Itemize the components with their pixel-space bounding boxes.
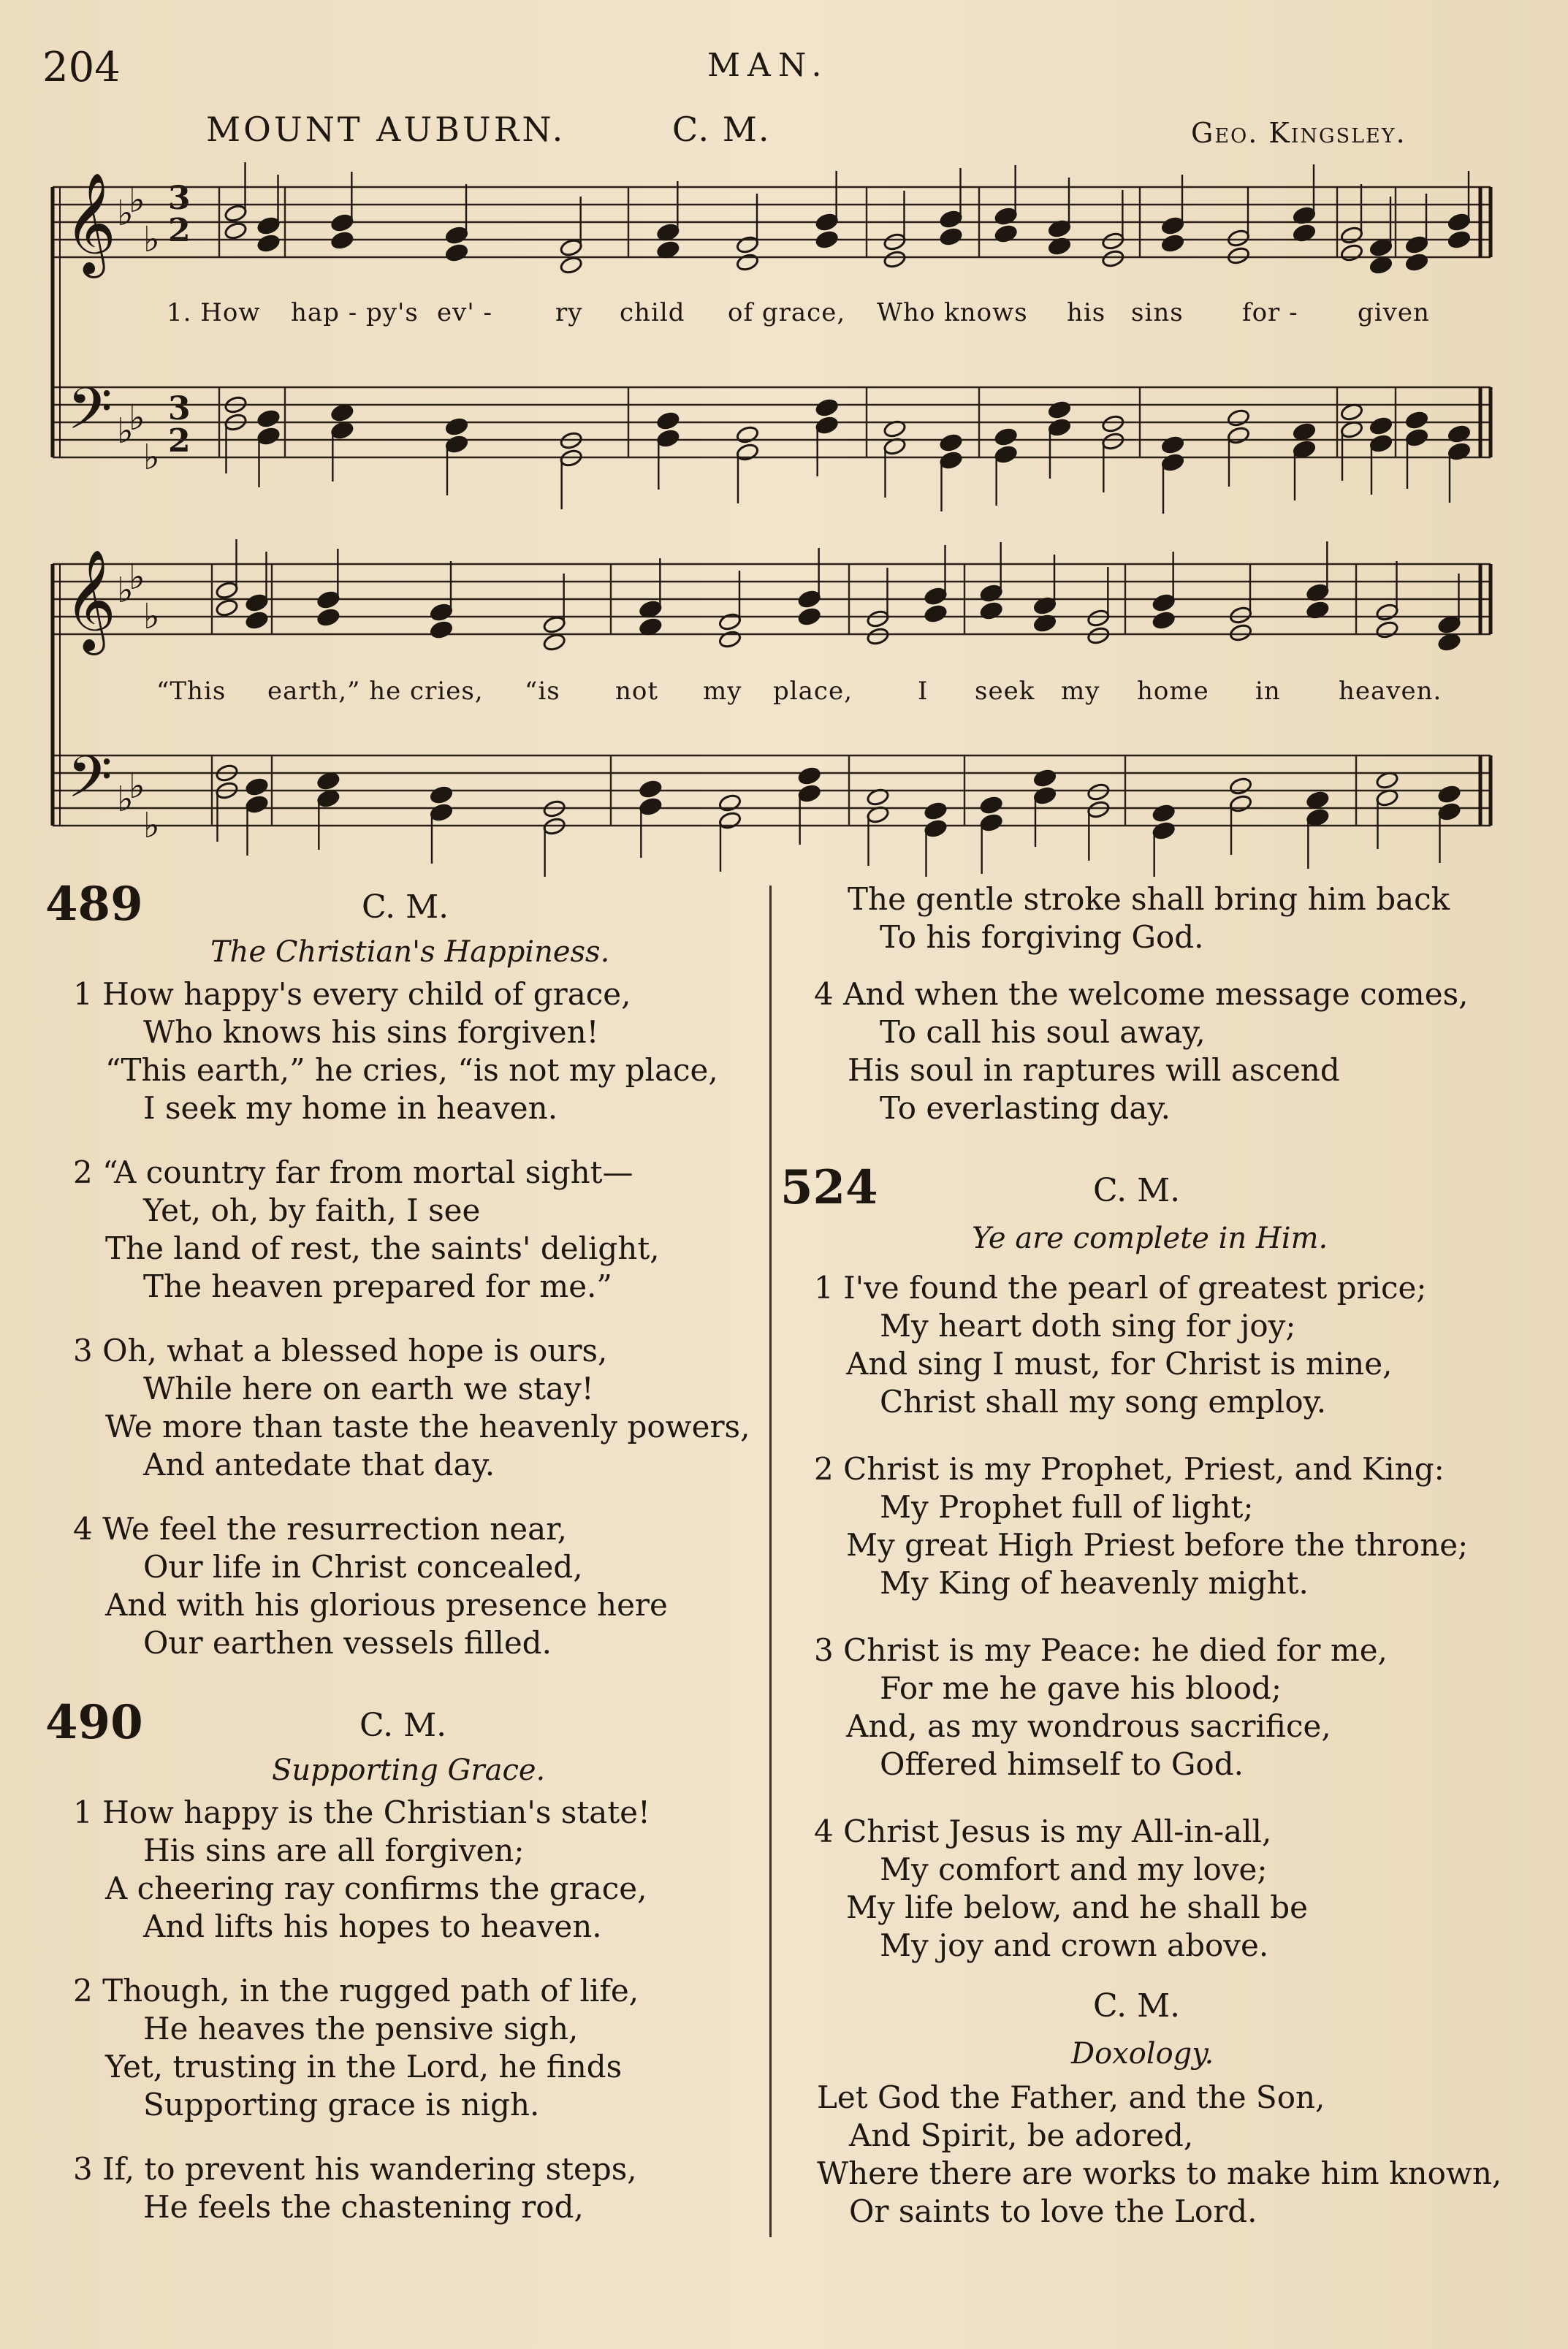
system-2-bass-note [430,803,453,822]
system-2-treble-note [1229,606,1252,625]
hymn-line: He heaves the pensive sigh, [143,2011,579,2047]
system-1-bass-note [445,417,468,436]
hymn-line: His sins are all forgiven; [143,1832,525,1868]
system-1-bass-note [656,429,680,448]
tune-name: MOUNT AUBURN. [206,110,566,149]
system-2-bass-note [316,772,340,791]
hymn-line: We more than taste the heavenly powers, [105,1409,750,1444]
system-1-bass-note [445,435,468,454]
system-1-bass-note [736,443,759,462]
system-1-treble-note [1101,232,1124,251]
system-1-treble-note [994,224,1017,243]
page-number: 204 [42,44,121,91]
system-1-flat-icon: ♭ [117,411,134,452]
system-1-treble-note [1340,226,1363,245]
hymn-line: A cheering ray confirms the grace, [105,1870,647,1906]
system-2-treble-note [1086,609,1110,628]
system-1-bass-note [256,409,280,428]
system-1-bass-clef-icon: 𝄢 [67,375,113,457]
system-1-treble-note [1447,213,1471,232]
system-2-bass-note [316,789,340,808]
system-1-bass-note [1227,426,1250,445]
system-2-bass-clef-icon: 𝄢 [67,743,113,825]
system-2-treble-note [718,630,742,649]
system-2-treble-note [1437,615,1461,634]
system-1-treble-note [256,234,280,253]
hymn-line: And, as my wondrous sacrifice, [846,1708,1331,1744]
doxology-line: And Spirit, be adored, [849,2117,1194,2153]
system-1-treble-note [815,213,838,232]
system-1-treble-note [1227,246,1250,265]
hymn-meter-524: C. M. [1093,1172,1181,1209]
system-2-treble-note [1152,593,1175,612]
hymn-number-524: 524 [780,1160,878,1215]
system-1-flat-icon: ♭ [129,397,145,438]
time-signature-treble-bottom: 2 [168,212,191,249]
lyric-word: for - [1242,298,1298,327]
system-1-bass-note [1405,428,1428,447]
lyric-word: ry [555,298,583,327]
hymn-line: 2 Christ is my Prophet, Priest, and King: [814,1451,1445,1487]
system-1-treble-note [1447,230,1471,249]
doxology-meter: C. M. [1093,1987,1181,2025]
hymn-line: The heaven prepared for me.” [143,1268,612,1304]
hymn-line: The land of rest, the saints' delight, [105,1230,660,1266]
system-2-treble-clef-icon: 𝄞 [64,549,116,651]
hymn-line: Supporting grace is nigh. [143,2087,540,2123]
hymn-line: My heart doth sing for joy; [880,1308,1296,1344]
system-2-flat-icon: ♭ [143,805,160,846]
system-1-bass-note [1048,400,1071,419]
hymn-line: 1 I've found the pearl of greatest price; [814,1270,1427,1306]
system-1-treble-note [736,235,759,254]
system-1-bass-note [1293,440,1316,459]
hymn-line: 3 If, to prevent his wandering steps, [73,2151,637,2187]
system-1-treble-note [883,232,906,251]
system-2-treble-note [215,598,238,617]
system-2-treble-note [1437,633,1461,652]
system-1-bass-note [1447,425,1471,443]
system-1-flat-icon: ♭ [129,180,145,221]
system-2-bass-note [1229,794,1252,813]
system-1-treble-note [559,256,582,275]
system-2-treble-note [245,593,268,612]
system-2-bass-note [718,811,742,830]
system-2-bass-note [1086,800,1110,819]
system-2-treble-note [924,587,947,606]
system-2-bass-note [639,797,662,816]
system-1-treble-note [330,231,354,250]
lyric-word: my [703,677,742,706]
lyric-word: 1. How [167,298,261,327]
hymn-number-489: 489 [45,877,143,932]
system-2-treble-note [1229,623,1252,642]
hymn-line: Who knows his sins forgiven! [143,1014,599,1050]
time-signature-bass-top: 3 [168,390,191,427]
system-2-treble-note [1086,626,1110,645]
lyric-word: of grace, [728,298,846,327]
system-1-treble-note [1369,238,1393,257]
doxology-line: Or saints to love the Lord. [849,2193,1257,2229]
lyric-word: Who knows [877,298,1028,327]
system-1-treble-note [1405,235,1428,254]
time-signature-treble-top: 3 [168,180,191,217]
system-1-treble-note [994,207,1017,226]
system-1-bass-note [656,411,680,430]
system-2-treble-note [924,604,947,623]
system-1-bass-note [1101,414,1124,433]
system-2-bass-note [1152,804,1175,823]
lyric-word: in [1255,677,1281,706]
lyric-word: seek [975,677,1035,706]
system-1-flat-icon: ♭ [143,437,160,478]
system-2-bass-note [430,785,453,804]
hymn-line: My joy and crown above. [880,1927,1269,1963]
system-1-treble-note [224,204,247,223]
system-1-treble-note [883,250,906,269]
system-2-treble-note [866,609,889,628]
system-1-treble-note [224,221,247,240]
system-1-treble-note [1161,234,1184,253]
running-head: MAN. [707,47,829,84]
lyric-word: sins [1131,298,1184,327]
hymn-line: Our life in Christ concealed, [143,1549,583,1585]
hymn-line: While here on earth we stay! [143,1371,594,1406]
system-1-bass-note [939,451,962,470]
system-2-treble-note [866,627,889,646]
hymn-line: His soul in raptures will ascend [848,1052,1340,1088]
system-1-treble-clef-icon: 𝄞 [64,172,116,274]
hymn-line: And lifts his hopes to heaven. [143,1908,602,1944]
hymn-line: 3 Oh, what a blessed hope is ours, [73,1333,608,1368]
system-2-bass-note [718,793,742,812]
system-1-treble-note [939,227,962,246]
hymn-line: 4 Christ Jesus is my All-in-all, [814,1813,1272,1849]
hymn-line: My great High Priest before the throne; [846,1527,1469,1563]
system-1-bass-note [1369,416,1393,435]
system-2-bass-note [979,796,1002,815]
tune-meter: C. M. [672,110,771,149]
lyric-word: “is [525,677,560,706]
system-1-treble-note [1227,229,1250,248]
system-2-bass-note [797,766,821,785]
hymn-line: 4 And when the welcome message comes, [814,976,1469,1012]
system-2-treble-note [718,612,742,631]
hymn-line: And with his glorious presence here [105,1587,668,1623]
system-1-bass-note [1227,408,1250,427]
doxology-line: Let God the Father, and the Son, [817,2079,1325,2115]
hymn-title-489: The Christian's Happiness. [210,935,610,969]
system-1-bass-note [256,427,280,446]
system-2-bass-note [639,780,662,799]
system-1-bass-note [1048,418,1071,437]
system-2-bass-note [1086,783,1110,802]
system-2-treble-note [979,584,1002,603]
system-1-treble-note [256,216,280,235]
hymn-line: And antedate that day. [143,1447,495,1482]
doxology-line: Where there are works to make him known, [817,2155,1502,2191]
hymn-line: I seek my home in heaven. [143,1090,558,1126]
system-1-treble-note [939,210,962,229]
lyric-word: his [1067,298,1106,327]
system-1-bass-note [1293,422,1316,441]
lyric-word: child [620,298,685,327]
hymn-line: Christ shall my song employ. [880,1384,1327,1420]
hymn-line: Our earthen vessels filled. [143,1625,552,1661]
system-2-treble-note [316,608,340,627]
hymn-line: And sing I must, for Christ is mine, [846,1346,1393,1382]
system-1-treble-note [559,238,582,257]
system-2-bass-note [1152,821,1175,840]
lyric-word: my [1061,677,1100,706]
system-2-treble-note [430,603,453,622]
system-1-treble-note [1101,249,1124,268]
system-2-bass-note [245,777,268,796]
system-1-flat-icon: ♭ [117,193,134,234]
system-1-treble-note [1161,216,1184,235]
music-score [0,0,1568,877]
hymn-line: For me he gave his blood; [880,1670,1282,1706]
hymn-line: Offered himself to God. [880,1746,1244,1782]
lyric-word: earth,” he cries, [267,677,484,706]
hymn-line: To call his soul away, [880,1014,1206,1050]
lyric-word: home [1137,677,1209,706]
system-1-bass-note [1101,432,1124,451]
system-1-bass-note [994,445,1017,464]
system-2-treble-note [797,590,821,609]
system-1-bass-note [1405,411,1428,430]
system-2-bass-note [1306,791,1329,810]
system-2-treble-note [316,590,340,609]
system-1-bass-note [1447,442,1471,461]
system-2-bass-note [1437,785,1461,804]
system-2-bass-note [924,802,947,821]
system-1-bass-note [994,427,1017,446]
hymn-number-490: 490 [45,1695,143,1750]
hymn-line: Yet, trusting in the Lord, he finds [105,2049,623,2085]
hymn-line: My life below, and he shall be [846,1889,1309,1925]
hymn-line: Yet, oh, by faith, I see [143,1192,481,1228]
system-1-bass-note [939,433,962,452]
system-1-bass-note [815,398,838,417]
system-2-treble-note [245,611,268,630]
system-2-flat-icon: ♭ [117,570,134,611]
hymn-line: 1 How happy is the Christian's state! [73,1794,650,1830]
system-2-flat-icon: ♭ [129,766,145,807]
system-2-bass-note [797,784,821,803]
column-divider [769,886,772,2237]
system-1-bass-note [1161,435,1184,454]
lyric-word: I [918,677,929,706]
system-2-flat-icon: ♭ [143,596,160,637]
hymn-line: To everlasting day. [880,1090,1171,1126]
system-2-bass-note [1033,786,1057,805]
hymn-line: To his forgiving God. [880,919,1204,955]
hymn-line: 2 “A country far from mortal sight— [73,1154,633,1190]
hymn-line: The gentle stroke shall bring him back [848,881,1450,917]
system-1-bass-note [1369,434,1393,453]
hymn-meter-489: C. M. [362,888,449,926]
system-2-bass-note [1033,769,1057,788]
hymn-line: 4 We feel the resurrection near, [73,1511,568,1547]
system-1-bass-note [330,421,354,440]
system-2-bass-note [1229,777,1252,796]
system-2-treble-note [797,607,821,626]
system-2-treble-note [542,615,566,634]
system-1-treble-note [1405,253,1428,272]
system-1-bass-note [815,416,838,435]
system-1-bass-note [330,403,354,422]
system-2-treble-note [979,601,1002,620]
system-2-flat-icon: ♭ [129,557,145,598]
hymn-line: 2 Though, in the rugged path of life, [73,1973,639,2009]
hymn-line: He feels the chastening rod, [143,2189,584,2225]
hymn-meter-490: C. M. [359,1707,447,1744]
system-1-treble-note [445,243,468,262]
hymn-line: My Prophet full of light; [880,1489,1254,1525]
system-2-bass-note [245,795,268,814]
system-1-treble-note [445,226,468,245]
hymn-line: “This earth,” he cries, “is not my place, [105,1052,718,1088]
hymn-line: 3 Christ is my Peace: he died for me, [814,1632,1388,1668]
hymn-line: My comfort and my love; [880,1851,1268,1887]
system-2-treble-note [430,620,453,639]
lyric-word: “This [156,677,227,706]
system-2-treble-note [1375,620,1398,639]
system-2-treble-note [1375,603,1398,622]
hymn-line: My King of heavenly might. [880,1565,1309,1601]
lyric-word: not [615,677,659,706]
system-1-bass-note [1161,453,1184,472]
hymn-title-524: Ye are complete in Him. [972,1222,1328,1255]
doxology-title: Doxology. [1071,2037,1214,2071]
system-2-bass-note [1437,802,1461,821]
system-2-treble-note [215,581,238,600]
system-1-treble-note [1369,256,1393,275]
hymn-title-490: Supporting Grace. [272,1754,546,1787]
system-1-treble-note [815,230,838,249]
lyric-word: place, [773,677,853,706]
system-2-flat-icon: ♭ [117,779,134,820]
system-1-bass-note [736,425,759,444]
system-1-treble-note [1340,243,1363,262]
lyric-word: given [1358,298,1430,327]
system-1-treble-note [736,253,759,272]
system-2-treble-note [1152,611,1175,630]
system-2-bass-note [1306,808,1329,827]
system-1-treble-note [330,213,354,232]
lyric-word: heaven. [1339,677,1442,706]
system-1-flat-icon: ♭ [143,219,160,260]
time-signature-bass-bottom: 2 [168,422,191,460]
hymn-line: 1 How happy's every child of grace, [73,976,631,1012]
lyric-word: ev' - [437,298,492,327]
system-2-bass-note [979,813,1002,832]
composer: Geo. Kingsley. [1191,117,1407,149]
lyric-word: hap - py's [291,298,419,327]
system-2-bass-note [924,819,947,838]
system-2-treble-note [542,633,566,652]
